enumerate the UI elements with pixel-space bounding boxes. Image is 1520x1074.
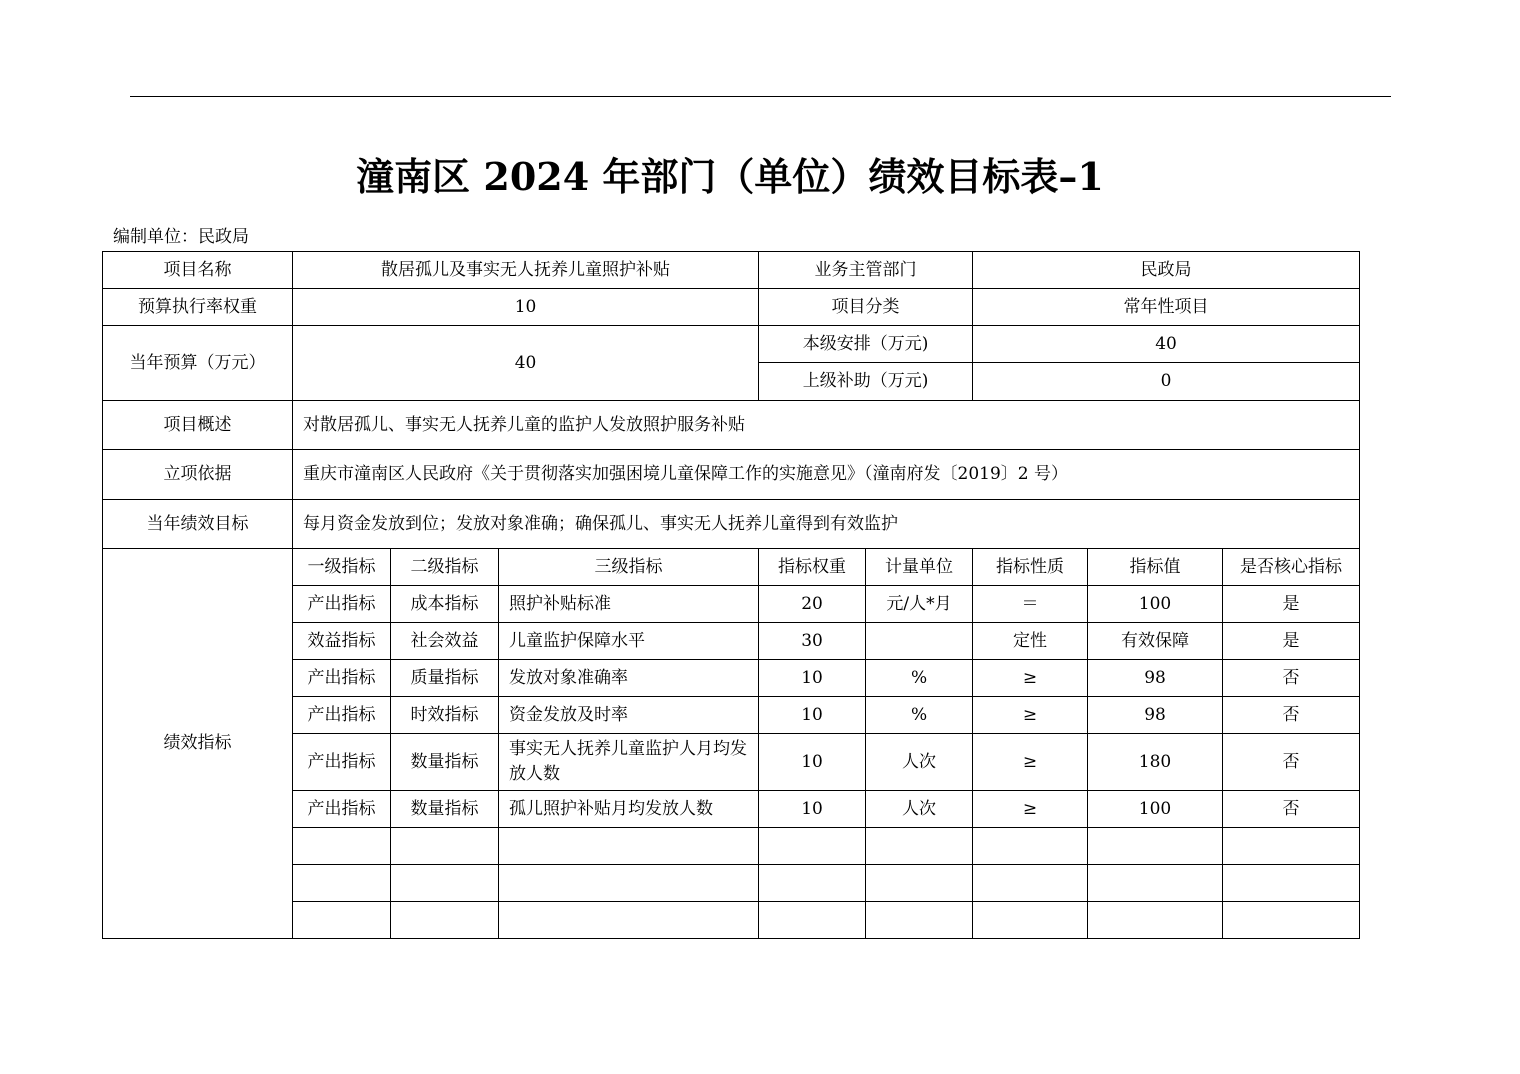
row-weight: 30: [759, 623, 866, 660]
row-value: 98: [1088, 660, 1223, 697]
empty-cell: [391, 865, 499, 902]
empty-cell: [1223, 865, 1360, 902]
project-name-label: 项目名称: [103, 252, 293, 289]
empty-cell: [391, 902, 499, 939]
empty-cell: [866, 902, 973, 939]
goal-label: 当年绩效目标: [103, 500, 293, 549]
row-nature: 定性: [973, 623, 1088, 660]
empty-cell: [1223, 902, 1360, 939]
year-budget-label: 当年预算（万元）: [103, 326, 293, 401]
row-value: 有效保障: [1088, 623, 1223, 660]
category-value: 常年性项目: [973, 289, 1360, 326]
row-level2: 时效指标: [391, 697, 499, 734]
empty-cell: [1088, 828, 1223, 865]
header-weight: 指标权重: [759, 549, 866, 586]
row-unit: [866, 623, 973, 660]
category-label: 项目分类: [759, 289, 973, 326]
row-level3: 儿童监护保障水平: [499, 623, 759, 660]
header-core: 是否核心指标: [1223, 549, 1360, 586]
header-unit: 计量单位: [866, 549, 973, 586]
dept-value: 民政局: [973, 252, 1360, 289]
row-value: 100: [1088, 586, 1223, 623]
row-value: 98: [1088, 697, 1223, 734]
row-weight: 10: [759, 660, 866, 697]
empty-cell: [293, 828, 391, 865]
row-core: 否: [1223, 660, 1360, 697]
header-level1: 一级指标: [293, 549, 391, 586]
row-nature: ≥: [973, 791, 1088, 828]
row-level3: 孤儿照护补贴月均发放人数: [499, 791, 759, 828]
row-unit: %: [866, 697, 973, 734]
row-core: 否: [1223, 734, 1360, 791]
row-unit: %: [866, 660, 973, 697]
row-level1: 产出指标: [293, 697, 391, 734]
empty-cell: [866, 865, 973, 902]
year-budget-value: 40: [293, 326, 759, 401]
row-level2: 数量指标: [391, 734, 499, 791]
basis-label: 立项依据: [103, 450, 293, 500]
row-weight: 10: [759, 734, 866, 791]
header-value: 指标值: [1088, 549, 1223, 586]
upper-subsidy-label: 上级补助（万元): [759, 363, 973, 401]
row-level2: 数量指标: [391, 791, 499, 828]
empty-cell: [973, 828, 1088, 865]
empty-cell: [866, 828, 973, 865]
row-level1: 产出指标: [293, 791, 391, 828]
row-nature: ≥: [973, 660, 1088, 697]
row-level1: 产出指标: [293, 586, 391, 623]
row-unit: 元/人*月: [866, 586, 973, 623]
header-level3: 三级指标: [499, 549, 759, 586]
empty-cell: [499, 902, 759, 939]
budget-weight-label: 预算执行率权重: [103, 289, 293, 326]
perf-indicators-label: 绩效指标: [103, 549, 293, 939]
dept-label: 业务主管部门: [759, 252, 973, 289]
row-level3: 照护补贴标准: [499, 586, 759, 623]
empty-cell: [1223, 828, 1360, 865]
overview-value: 对散居孤儿、事实无人抚养儿童的监护人发放照护服务补贴: [293, 401, 1360, 450]
row-level2: 成本指标: [391, 586, 499, 623]
header-rule: [130, 96, 1391, 97]
empty-cell: [499, 828, 759, 865]
empty-cell: [759, 865, 866, 902]
header-level2: 二级指标: [391, 549, 499, 586]
row-weight: 10: [759, 697, 866, 734]
row-core: 否: [1223, 791, 1360, 828]
row-nature: ≥: [973, 697, 1088, 734]
row-value: 100: [1088, 791, 1223, 828]
row-core: 是: [1223, 623, 1360, 660]
row-core: 是: [1223, 586, 1360, 623]
row-unit: 人次: [866, 734, 973, 791]
upper-subsidy-value: 0: [973, 363, 1360, 401]
performance-table: [102, 251, 1360, 939]
row-level1: 产出指标: [293, 734, 391, 791]
row-weight: 20: [759, 586, 866, 623]
local-budget-value: 40: [973, 326, 1360, 363]
overview-label: 项目概述: [103, 401, 293, 450]
empty-cell: [1088, 865, 1223, 902]
basis-value: 重庆市潼南区人民政府《关于贯彻落实加强困境儿童保障工作的实施意见》（潼南府发〔2019〕2 号）: [293, 450, 1360, 500]
empty-cell: [499, 865, 759, 902]
local-budget-label: 本级安排（万元): [759, 326, 973, 363]
row-nature: ＝: [973, 586, 1088, 623]
empty-cell: [293, 865, 391, 902]
row-level1: 效益指标: [293, 623, 391, 660]
row-core: 否: [1223, 697, 1360, 734]
empty-cell: [1088, 902, 1223, 939]
project-name-value: 散居孤儿及事实无人抚养儿童照护补贴: [293, 252, 759, 289]
row-level2: 社会效益: [391, 623, 499, 660]
row-level3: 资金发放及时率: [499, 697, 759, 734]
empty-cell: [391, 828, 499, 865]
header-nature: 指标性质: [973, 549, 1088, 586]
row-value: 180: [1088, 734, 1223, 791]
row-level3: 事实无人抚养儿童监护人月均发放人数: [499, 734, 759, 791]
compile-unit: 编制单位：民政局: [113, 227, 249, 247]
row-level1: 产出指标: [293, 660, 391, 697]
row-nature: ≥: [973, 734, 1088, 791]
empty-cell: [759, 828, 866, 865]
row-level3: 发放对象准确率: [499, 660, 759, 697]
row-level2: 质量指标: [391, 660, 499, 697]
empty-cell: [973, 902, 1088, 939]
empty-cell: [973, 865, 1088, 902]
page-title: 潼南区 2024 年部门（单位）绩效目标表–1: [356, 154, 1104, 199]
budget-weight-value: 10: [293, 289, 759, 326]
row-weight: 10: [759, 791, 866, 828]
empty-cell: [293, 902, 391, 939]
goal-value: 每月资金发放到位；发放对象准确；确保孤儿、事实无人抚养儿童得到有效监护: [293, 500, 1360, 549]
row-unit: 人次: [866, 791, 973, 828]
empty-cell: [759, 902, 866, 939]
